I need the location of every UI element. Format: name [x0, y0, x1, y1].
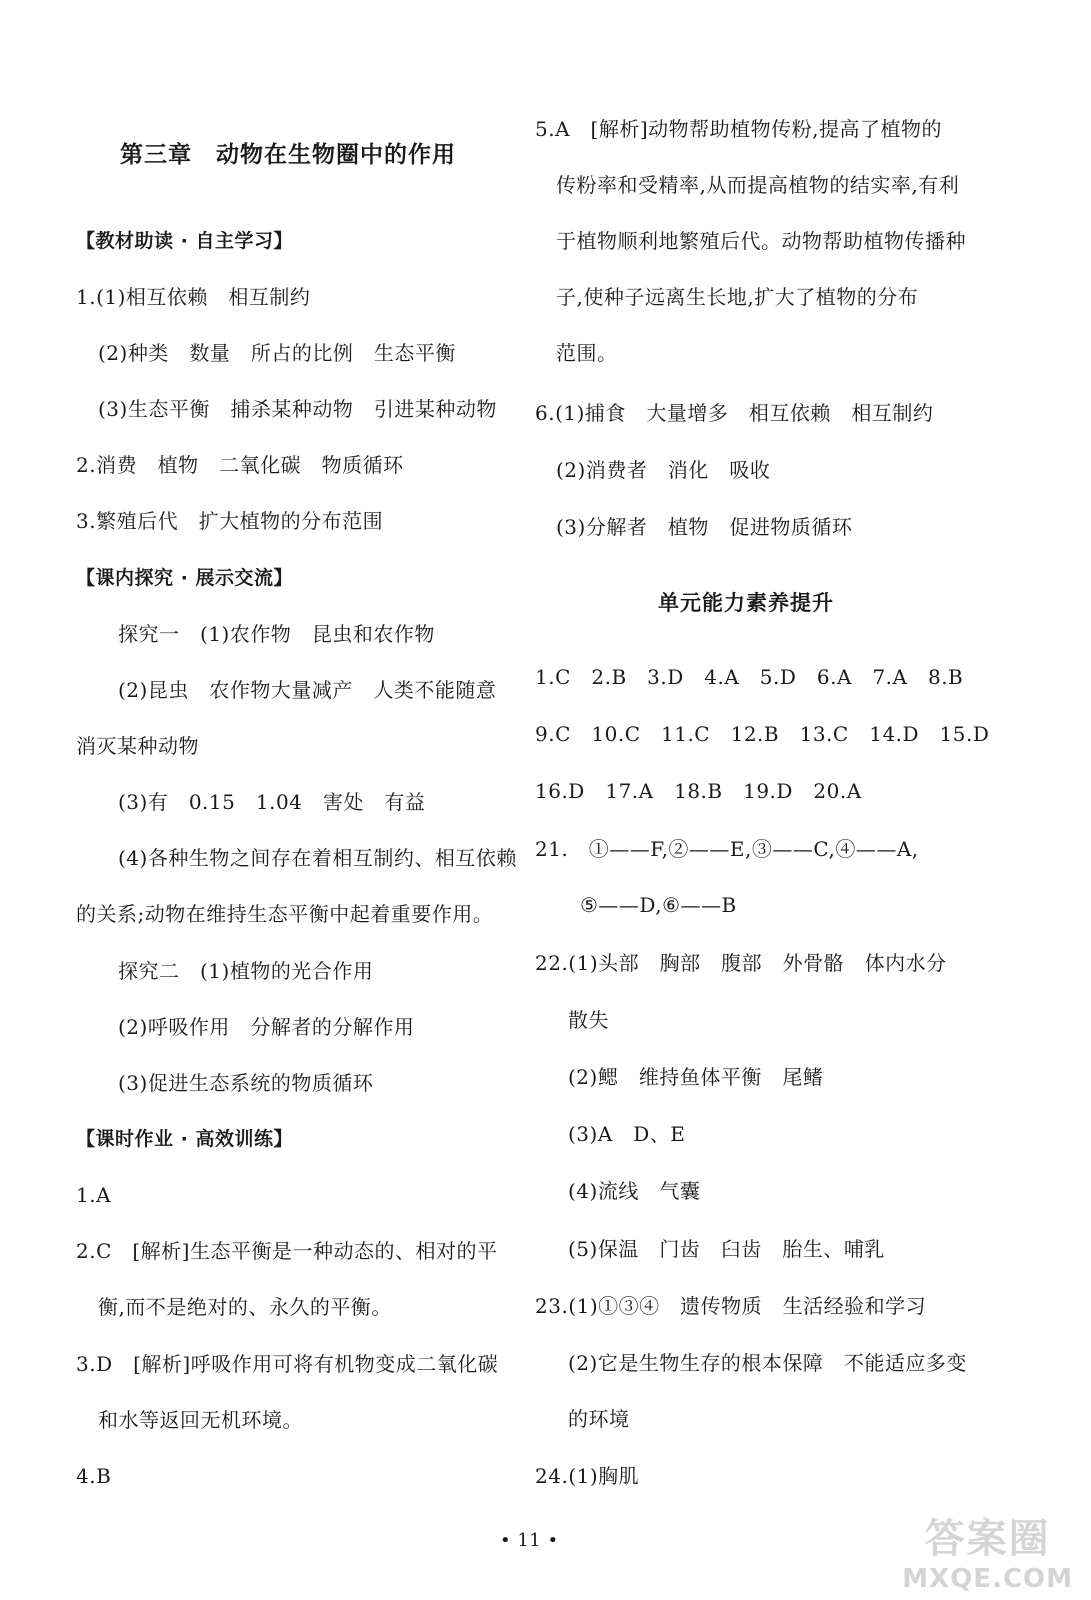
answer-line: 于植物顺利地繁殖后代。动物帮助植物传播种: [556, 229, 966, 253]
answer-line: 3.D [解析]呼吸作用可将有机物变成二氧化碳: [76, 1352, 499, 1376]
answer-line: 1.A: [76, 1183, 112, 1207]
answer-line: 1.(1)相互依赖 相互制约: [76, 285, 311, 309]
answer-line: ⑤——D,⑥——B: [580, 893, 737, 917]
watermark-logo: [902, 1507, 1073, 1594]
answer-line: (3)促进生态系统的物质循环: [118, 1071, 374, 1095]
answer-line: 1.C 2.B 3.D 4.A 5.D 6.A 7.A 8.B: [535, 665, 964, 689]
answer-line: (3)有 0.15 1.04 害处 有益: [118, 790, 426, 814]
section-heading: 【课时作业 · 高效训练】: [76, 1128, 293, 1150]
answer-line: 16.D 17.A 18.B 19.D 20.A: [535, 779, 862, 803]
page-number: • 11 •: [500, 1530, 559, 1551]
answer-line: (2)昆虫 农作物大量减产 人类不能随意: [118, 678, 497, 702]
answer-line: 散失: [568, 1008, 609, 1032]
answer-line: 22.(1)头部 胸部 腹部 外骨骼 体内水分: [535, 951, 947, 975]
answer-line: 6.(1)捕食 大量增多 相互依赖 相互制约: [535, 401, 934, 425]
answer-line: 23.(1)①③④ 遗传物质 生活经验和学习: [535, 1294, 927, 1318]
section-heading: 【课内探究 · 展示交流】: [76, 567, 293, 589]
answer-line: (4)各种生物之间存在着相互制约、相互依赖: [118, 846, 517, 870]
answer-line: 2.C [解析]生态平衡是一种动态的、相对的平: [76, 1239, 498, 1263]
answer-line: 子,使种子远离生长地,扩大了植物的分布: [556, 285, 919, 309]
answer-line: (2)种类 数量 所占的比例 生态平衡: [98, 341, 456, 365]
answer-line: (3)A D、E: [568, 1122, 686, 1146]
answer-line: 5.A [解析]动物帮助植物传粉,提高了植物的: [535, 117, 942, 141]
answer-line: 衡,而不是绝对的、永久的平衡。: [98, 1295, 392, 1319]
answer-line: 和水等返回无机环境。: [98, 1408, 303, 1432]
answer-line: 范围。: [556, 341, 618, 365]
answer-line: 9.C 10.C 11.C 12.B 13.C 14.D 15.D: [535, 722, 990, 746]
answer-line: 4.B: [76, 1464, 112, 1488]
answer-line: 消灭某种动物: [76, 734, 199, 758]
watermark-url: MXQE.COM: [902, 1564, 1073, 1594]
answer-line: (2)鳃 维持鱼体平衡 尾鳍: [568, 1065, 824, 1089]
chapter-title: 第三章 动物在生物圈中的作用: [120, 142, 456, 168]
answer-line: 探究一 (1)农作物 昆虫和农作物: [118, 622, 435, 646]
section-heading: 【教材助读 · 自主学习】: [76, 230, 293, 252]
answer-line: (3)生态平衡 捕杀某种动物 引进某种动物: [98, 397, 497, 421]
answer-line: 的环境: [568, 1407, 630, 1431]
answer-line: 21. ①——F,②——E,③——C,④——A,: [535, 837, 919, 861]
answer-line: (2)消费者 消化 吸收: [556, 458, 771, 482]
answer-line: (2)呼吸作用 分解者的分解作用: [118, 1015, 415, 1039]
answer-line: 3.繁殖后代 扩大植物的分布范围: [76, 509, 384, 533]
watermark-text: 答案圈: [924, 1516, 1051, 1562]
answer-line: 探究二 (1)植物的光合作用: [118, 959, 374, 983]
answer-line: (4)流线 气囊: [568, 1179, 701, 1203]
unit-title: 单元能力素养提升: [658, 591, 834, 615]
answer-line: 传粉率和受精率,从而提高植物的结实率,有利: [556, 173, 960, 197]
answer-line: 24.(1)胸肌: [535, 1464, 640, 1488]
answer-line: 的关系;动物在维持生态平衡中起着重要作用。: [76, 902, 494, 926]
answer-line: 2.消费 植物 二氧化碳 物质循环: [76, 453, 404, 477]
answer-line: (3)分解者 植物 促进物质循环: [556, 515, 853, 539]
answer-line: (5)保温 门齿 臼齿 胎生、哺乳: [568, 1237, 885, 1261]
answer-line: (2)它是生物生存的根本保障 不能适应多变: [568, 1351, 967, 1375]
